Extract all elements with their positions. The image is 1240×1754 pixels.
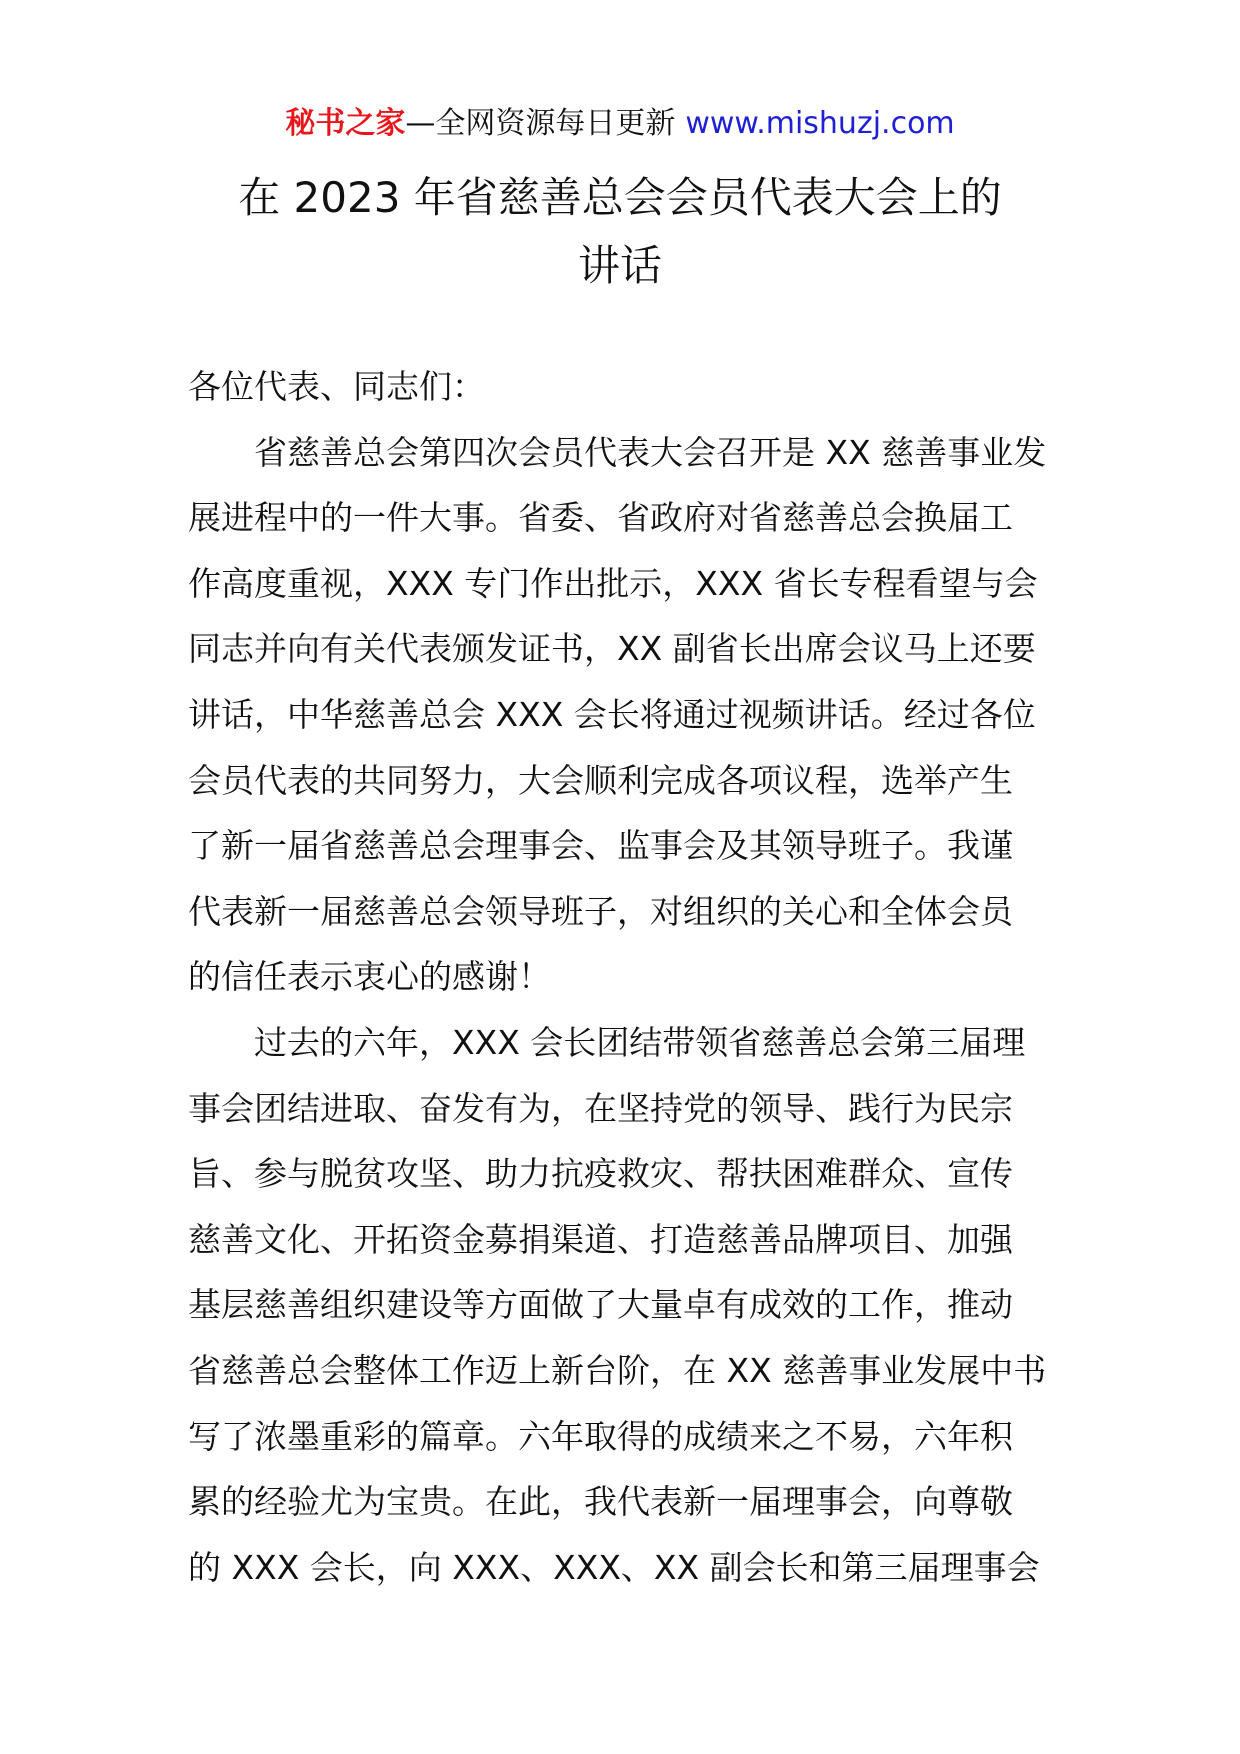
paragraph-line: 事会团结进取、奋发有为，在坚持党的领导、践行为民宗 [188, 1088, 1013, 1128]
document-title [0, 164, 1240, 300]
title-line-1: 在 2023 年省慈善总会会员代表大会上的 [238, 173, 1002, 222]
paragraph-line: 同志并向有关代表颁发证书，XX 副省长出席会议马上还要 [188, 629, 1036, 669]
paragraph-line: 过去的六年，XXX 会长团结带领省慈善总会第三届理 [254, 1022, 1026, 1062]
paragraph-line: 展进程中的一件大事。省委、省政府对省慈善总会换届工 [188, 498, 1013, 538]
title-line-2: 讲话 [577, 241, 662, 290]
paragraph-line: 代表新一届慈善总会领导班子，对组织的关心和全体会员 [188, 891, 1013, 931]
paragraph-line: 的 XXX 会长，向 XXX、XXX、XX 副会长和第三届理事会 [188, 1547, 1040, 1587]
paragraph-line: 基层慈善组织建设等方面做了大量卓有成效的工作，推动 [188, 1285, 1013, 1325]
paragraph-line: 的信任表示衷心的感谢！ [188, 957, 551, 997]
paragraph-line: 会员代表的共同努力，大会顺利完成各项议程，选举产生 [188, 760, 1013, 800]
paragraph-line: 旨、参与脱贫攻坚、助力抗疫救灾、帮扶困难群众、宣传 [188, 1154, 1013, 1194]
paragraph-line: 作高度重视，XXX 专门作出批示，XXX 省长专程看望与会 [188, 563, 1038, 603]
speech-body [188, 354, 1056, 1600]
brand-name: 秘书之家 [285, 106, 406, 141]
paragraph-line: 写了浓墨重彩的篇章。六年取得的成绩来之不易，六年积 [188, 1416, 1013, 1456]
salutation: 各位代表、同志们： [188, 367, 485, 406]
paragraph-line: 讲话，中华慈善总会 XXX 会长将通过视频讲话。经过各位 [188, 694, 1036, 734]
paragraph-line: 累的经验尤为宝贵。在此，我代表新一届理事会，向尊敬 [188, 1482, 1013, 1522]
header-tagline: —全网资源每日更新 [405, 106, 676, 141]
paragraph-line: 慈善文化、开拓资金募捐渠道、打造慈善品牌项目、加强 [188, 1219, 1013, 1259]
paragraph-line: 省慈善总会整体工作迈上新台阶，在 XX 慈善事业发展中书 [188, 1350, 1047, 1390]
site-url-link[interactable]: www.mishuzj.com [685, 106, 955, 141]
site-header [0, 104, 1240, 144]
paragraph-line: 省慈善总会第四次会员代表大会召开是 XX 慈善事业发 [254, 432, 1047, 472]
paragraph-line: 了新一届省慈善总会理事会、监事会及其领导班子。我谨 [188, 826, 1013, 866]
